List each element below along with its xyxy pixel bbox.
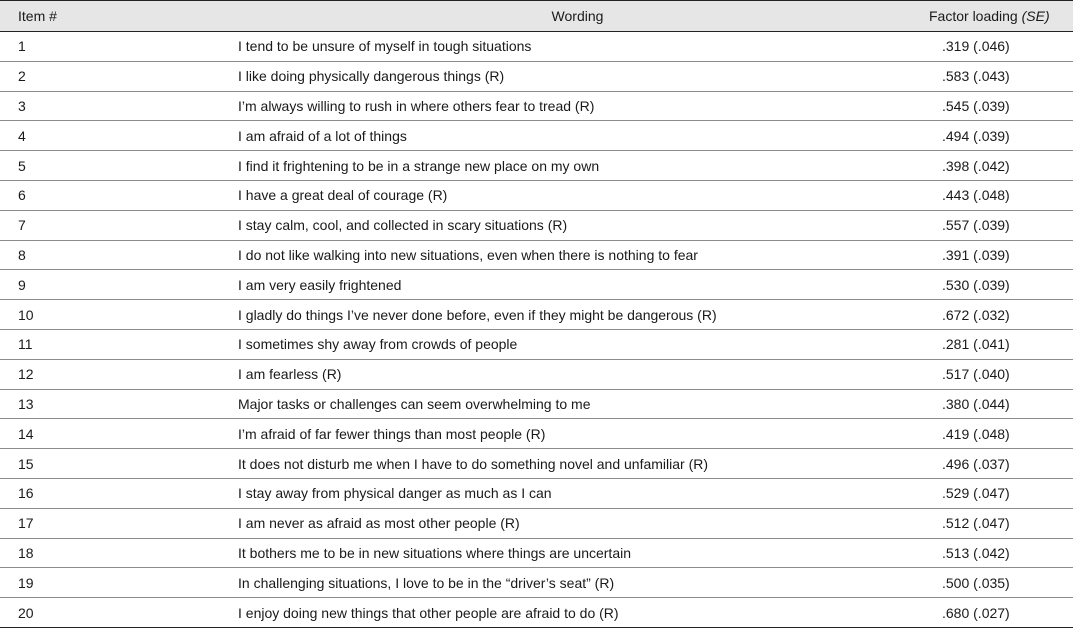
- wording-cell: I sometimes shy away from crowds of people: [233, 329, 922, 359]
- item-number-cell: 16: [0, 478, 233, 508]
- wording-cell: I have a great deal of courage (R): [233, 180, 922, 210]
- header-row: [0, 1, 1073, 32]
- factor-loading-cell: .512 (.047): [922, 508, 1073, 538]
- item-number-cell: 19: [0, 568, 233, 598]
- table-row: [0, 32, 1073, 62]
- table-row: [0, 538, 1073, 568]
- table-row: [0, 91, 1073, 121]
- item-number-cell: 20: [0, 598, 233, 628]
- header-se-label: (SE): [1021, 8, 1050, 24]
- header-factor-loading: [922, 1, 1073, 32]
- item-number-cell: 10: [0, 300, 233, 330]
- table-row: [0, 210, 1073, 240]
- table-row: [0, 180, 1073, 210]
- item-number-cell: 4: [0, 121, 233, 151]
- table-row: [0, 329, 1073, 359]
- wording-cell: In challenging situations, I love to be in the “driver’s seat” (R): [233, 568, 922, 598]
- factor-loading-cell: .545 (.039): [922, 91, 1073, 121]
- table-row: [0, 508, 1073, 538]
- factor-loading-cell: .530 (.039): [922, 270, 1073, 300]
- factor-loading-cell: .517 (.040): [922, 359, 1073, 389]
- factor-loading-cell: .419 (.048): [922, 419, 1073, 449]
- header-factor-loading-label: Factor loading: [929, 8, 1022, 24]
- item-number-cell: 2: [0, 61, 233, 91]
- wording-cell: I stay away from physical danger as much as I can: [233, 478, 922, 508]
- item-number-cell: 15: [0, 449, 233, 479]
- header-wording: Wording: [233, 1, 922, 32]
- wording-cell: I am very easily frightened: [233, 270, 922, 300]
- table-row: [0, 61, 1073, 91]
- item-number-cell: 11: [0, 329, 233, 359]
- wording-cell: I tend to be unsure of myself in tough situations: [238, 38, 532, 55]
- item-number-cell: 13: [0, 389, 233, 419]
- item-number-cell: 17: [0, 508, 233, 538]
- factor-loading-cell: .500 (.035): [922, 568, 1073, 598]
- wording-cell: I do not like walking into new situations, even when there is nothing to fear: [233, 240, 922, 270]
- wording-cell: I find it frightening to be in a strange new place on my own: [233, 151, 922, 181]
- wording-cell: Major tasks or challenges can seem overwhelming to me: [233, 389, 922, 419]
- table-row: [0, 240, 1073, 270]
- item-number-cell: 1: [18, 38, 26, 55]
- factor-loading-cell: .443 (.048): [922, 180, 1073, 210]
- item-number-cell: 14: [0, 419, 233, 449]
- item-number-cell: 18: [0, 538, 233, 568]
- item-number-cell: 12: [0, 359, 233, 389]
- wording-cell: It does not disturb me when I have to do something novel and unfamiliar (R): [233, 449, 922, 479]
- factor-loading-cell: .583 (.043): [922, 61, 1073, 91]
- item-number-cell: 6: [0, 180, 233, 210]
- table-row: [0, 389, 1073, 419]
- wording-cell: I am never as afraid as most other people (R): [233, 508, 922, 538]
- table-body: [0, 32, 1073, 628]
- table-header: [0, 1, 1073, 32]
- table-row: [0, 449, 1073, 479]
- wording-cell: I am afraid of a lot of things: [233, 121, 922, 151]
- factor-loading-cell: .494 (.039): [922, 121, 1073, 151]
- wording-cell: I enjoy doing new things that other people are afraid to do (R): [233, 598, 922, 628]
- factor-loading-cell: .398 (.042): [922, 151, 1073, 181]
- table-row: [0, 419, 1073, 449]
- factor-loading-cell: .557 (.039): [922, 210, 1073, 240]
- factor-loading-cell: .496 (.037): [922, 449, 1073, 479]
- wording-cell: I am fearless (R): [233, 359, 922, 389]
- wording-cell: I gladly do things I’ve never done before, even if they might be dangerous (R): [233, 300, 922, 330]
- wording-cell: I’m afraid of far fewer things than most people (R): [233, 419, 922, 449]
- table-row: [0, 478, 1073, 508]
- table-row: [0, 359, 1073, 389]
- table-row: [0, 270, 1073, 300]
- wording-cell: I stay calm, cool, and collected in scary situations (R): [233, 210, 922, 240]
- wording-cell: It bothers me to be in new situations where things are uncertain: [233, 538, 922, 568]
- factor-loading-cell: .380 (.044): [922, 389, 1073, 419]
- factor-loading-cell: .513 (.042): [922, 538, 1073, 568]
- header-item-number: Item #: [0, 1, 233, 32]
- table-row: [0, 598, 1073, 628]
- item-number-cell: 3: [0, 91, 233, 121]
- factor-loading-cell: .672 (.032): [922, 300, 1073, 330]
- item-number-cell: 8: [0, 240, 233, 270]
- table-row: [0, 121, 1073, 151]
- item-number-cell: 5: [0, 151, 233, 181]
- item-number-cell: 9: [0, 270, 233, 300]
- factor-loading-cell: .529 (.047): [922, 478, 1073, 508]
- factor-loading-cell: .281 (.041): [922, 329, 1073, 359]
- table-row: [0, 568, 1073, 598]
- factor-loading-cell: .319 (.046): [942, 38, 1010, 55]
- factor-loading-cell: .391 (.039): [922, 240, 1073, 270]
- table-row: [0, 151, 1073, 181]
- table-row: [0, 300, 1073, 330]
- item-number-cell: 7: [0, 210, 233, 240]
- factor-loading-cell: .680 (.027): [922, 598, 1073, 628]
- wording-cell: I like doing physically dangerous things (R): [233, 61, 922, 91]
- wording-cell: I’m always willing to rush in where others fear to tread (R): [233, 91, 922, 121]
